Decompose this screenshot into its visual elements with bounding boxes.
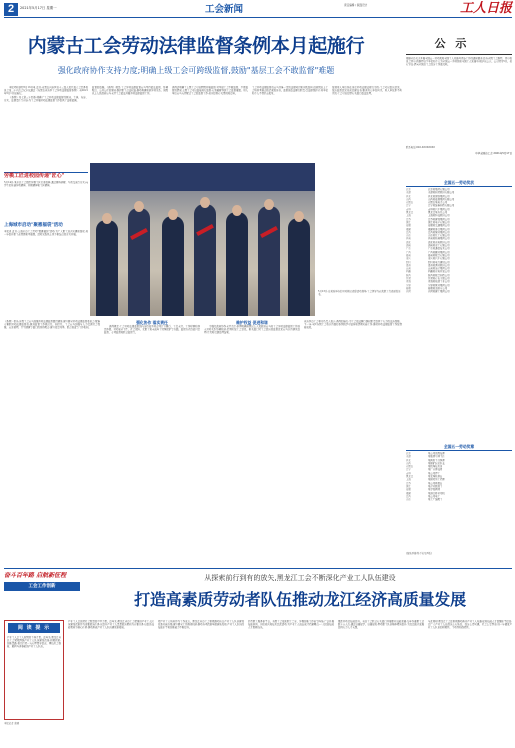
photo-backdrop <box>90 163 315 191</box>
list-region: 北京 <box>406 452 411 455</box>
list-unit: 海南某航空有限公司 <box>428 253 450 257</box>
award-list-rule <box>406 450 512 451</box>
list-unit: 某牧场技术员 <box>428 465 443 469</box>
list-region: 天津 <box>406 455 411 459</box>
list-region: 湖北 <box>406 240 411 244</box>
list-region: 吉林 <box>406 471 411 475</box>
list-unit: 广东某通信技术公司 <box>428 247 450 251</box>
award-list-row <box>406 290 512 293</box>
list-unit: 内蒙古某电力公司 <box>428 201 448 205</box>
list-unit: 辽宁某装备制造有限公司 <box>428 204 455 208</box>
list-unit: 某学校教师 <box>428 488 440 492</box>
side-box-text: 本报讯 近日,上海市总工会启动"聚惠福袋"活动,为广大职工送去实惠和温暖,进一步提升职工获得感和幸福感。活动采取线上线下相结合的方式开展。 <box>4 230 88 237</box>
article-subhead: 维护权益 促进和谐 <box>236 320 268 325</box>
header-rule <box>4 17 512 18</box>
list-region: 兵团 <box>406 290 411 294</box>
list-unit: 湖南某重工有限公司 <box>428 244 450 248</box>
award-list <box>406 188 512 442</box>
award-list-note: (按地区排列,下转第3版) <box>406 552 432 555</box>
article-column: 自治区总工会相关负责人表示,条例的施行,为工会依法履行维权职责提供了有力的法治保障。下一步,全区各级工会将认真做好条例的学习宣传和贯彻实施工作,推动劳动法律监督工作取得新成效。 <box>304 320 402 330</box>
list-region: 贵州 <box>406 263 411 267</box>
list-unit: 新疆某油田分公司 <box>428 286 448 290</box>
list-region: 福建 <box>406 227 411 231</box>
list-unit: 山东某化工有限公司 <box>428 234 450 238</box>
list-region: 河北 <box>406 458 411 462</box>
article-column: 《条例》指出,各级工会应当加强劳动法律监督组织建设,建立健全劳动法律监督委员会,配备专兼职劳动法律监督员,推进监督工作规范化、制度化。工会应当加强与人力资源社会保障、应急管理、卫生健康等部门的协作配合,建立信息共享、联合检查等工作机制。 <box>4 320 100 330</box>
photo-person-head <box>134 201 144 212</box>
feature-column: 聚焦劳动者技能提升。省总工会联合有关部门开展职业技能竞赛,每年参赛职工达数十万人次,通过以赛促学、以赛促练,带动职工队伍整体素质提升,为龙江振兴发展提供有力人才支撑。 <box>338 620 424 630</box>
news-photo <box>90 163 315 316</box>
list-region: 湖南 <box>406 244 411 248</box>
list-region: 河北 <box>406 194 411 198</box>
photo-person <box>288 218 310 316</box>
list-unit: 吉林某汽车集团公司 <box>428 207 450 211</box>
side-box-title: 上海城市启动"聚惠福袋"活动 <box>4 223 63 228</box>
lead-subheadline: 强化政府协作支持力度;明确上级工会可跨级监督,鼓励"基层工会不敢监督"难题 <box>57 66 335 75</box>
list-region: 云南 <box>406 267 411 271</box>
list-region: 河南 <box>406 237 411 241</box>
award-list-rule <box>406 186 512 187</box>
list-region: 海南 <box>406 253 411 257</box>
list-region: 上海 <box>406 214 411 218</box>
feature-byline: 本报记者 张晓 <box>4 722 20 725</box>
list-unit: 某港口桥吊司机 <box>428 491 445 495</box>
list-region: 江苏 <box>406 217 411 221</box>
list-unit: 兵团某建工集团公司 <box>428 290 450 294</box>
list-region: 天津 <box>406 191 411 195</box>
award-list <box>406 452 512 552</box>
list-region: 江西 <box>406 494 411 498</box>
feature-column: 产业工人是创造社会财富的中坚力量。近年来,黑龙江省总工会把推进产业工人队伍建设改革作为重要政治任务,以提升产业工人思想政治素质为首要任务,以提高技能素质为核心任务,推动形成产业工人队伍建设新格局。 <box>68 620 154 630</box>
list-unit: 上海某科技股份公司 <box>428 214 450 218</box>
feature-kicker: 从探索前行到有的放矢,黑龙江工会不断深化产业工人队伍建设 <box>204 574 396 582</box>
list-unit: 云南某冶金集团公司 <box>428 267 450 271</box>
page-number: 2 <box>4 3 18 16</box>
list-region: 西藏 <box>406 270 411 274</box>
article-subhead: 强化协作 落实责任 <box>136 320 168 325</box>
notice-rule <box>406 54 512 55</box>
article-column: 条例还明确了上级工会可以跨级开展监督,对基层工会不敢监督、不便监督的情况,上级工会可以直接进行监督,有效破解基层工会监督难题。用人单位应当支持配合工会的监督工作,如实提供有关情况和资料。 <box>172 86 248 96</box>
list-region: 黑龙江 <box>406 211 414 215</box>
reading-tips-text: 产业工人是工人阶级的主体力量。近年来,黑龙江省总工会紧紧围绕产业工人队伍建设改革,积极探索,创新思路,着力打造一支有理想守信念、懂技术会创新、敢担当讲奉献的产业工人队伍。 <box>7 636 61 649</box>
list-region: 陕西 <box>406 273 411 277</box>
list-region: 宁夏 <box>406 283 411 287</box>
photo-person-head <box>294 211 304 222</box>
feature-brand: 奋斗百年路 启航新征程 <box>4 572 67 579</box>
list-unit: 某公司电工 <box>428 494 440 498</box>
list-unit: 陕西某航空制造公司 <box>428 273 450 277</box>
photo-person-head <box>264 199 274 210</box>
side-box-text: 5月14日,某市总工会组织劳模工匠走进校园,通过现场讲解、互动交流等方式,向学生们传递劳动精神、劳模精神和工匠精神。 <box>4 181 88 188</box>
list-region: 青海 <box>406 280 411 284</box>
list-unit: 山西某能源集团有限公司 <box>428 197 455 201</box>
award-list-title: 全国五一劳动奖状 <box>443 180 475 185</box>
list-unit: 福建某港口集团公司 <box>428 227 450 231</box>
list-region: 江西 <box>406 230 411 234</box>
list-unit: 重庆某汽车有限公司 <box>428 257 450 261</box>
list-region: 四川 <box>406 260 411 264</box>
list-region: 安徽 <box>406 224 411 228</box>
list-unit: 广西某糖业集团公司 <box>428 250 450 254</box>
award-list-row <box>406 498 512 501</box>
award-list-title: 全国五一劳动奖章 <box>443 444 475 449</box>
list-region: 吉林 <box>406 207 411 211</box>
list-unit: 某公司高级技师 <box>428 452 445 455</box>
feature-column: 打造职工服务新平台。各级工会依托职工之家、劳模创新工作室等阵地,广泛开展技能培训、岗位练兵和技术比武活动,为产业工人成长成才搭建舞台,一大批高技能人才脱颖而出。 <box>248 620 334 630</box>
reading-tips-title: 阅 读 提 示 <box>8 623 60 633</box>
list-region: 新疆 <box>406 286 411 290</box>
notice-title: 公 示 <box>434 37 470 50</box>
list-region: 山西 <box>406 197 411 201</box>
list-region: 浙江 <box>406 220 411 224</box>
photo-person <box>128 208 150 316</box>
photo-person-head <box>168 209 178 220</box>
list-unit: 某公司班组长 <box>428 481 443 485</box>
list-unit: 黑龙江某石化公司 <box>428 211 448 215</box>
list-region: 上海 <box>406 478 411 482</box>
article-column: 工会劳动法律监督员应当具备一定的法律知识和实践经验,经县级以上工会培训考核合格后颁发证书。监督员依法履行职责,受法律保护,任何单位和个人不得打击报复。 <box>252 86 328 96</box>
list-unit: 宁夏某煤业集团公司 <box>428 283 450 287</box>
list-unit: 某农场机务长 <box>428 475 443 479</box>
feature-column: 把产业工人培养作为工作重点。黑龙江省总工会积极推动出台产业工人队伍建设改革实施方案,建立健全工作推进机制,推动各项改革举措落地见效,产业工人队伍的技能水平和创新能力不断提升。 <box>158 620 244 630</box>
list-region: 甘肃 <box>406 277 411 281</box>
list-unit: 浙江某电子有限公司 <box>428 220 450 224</box>
list-region: 山西 <box>406 461 411 465</box>
list-unit: 河南某机械集团公司 <box>428 237 450 241</box>
feature-column: 与此同时,黑龙江工会还积极推动落实产业工人待遇,促进技能人才薪酬水平提高,让广大产业工人在政治上有地位、经济上得实惠、社会上受尊重,进一步激发产业工人队伍的积极性、主动性和创造性。 <box>428 620 512 630</box>
list-region: 内蒙古 <box>406 201 414 205</box>
list-region: 辽宁 <box>406 204 411 208</box>
lead-paragraph: 《条例》共七章三十四条,明确了工会劳动法律监督的原则、主体、内容、方式、法律责任等内容,为工会开展劳动法律监督工作提供了法规依据。 <box>4 95 88 102</box>
photo-caption: 5月13日,在某地举办的劳动模范表彰活动现场,工会领导为获奖职工代表颁发证书。 <box>318 290 401 297</box>
issue-date: 2021年5月17日 星期一 <box>20 6 57 10</box>
photo-person <box>258 206 280 316</box>
photo-person <box>226 212 248 316</box>
article-column <box>104 320 200 565</box>
section-title: 工会新闻 <box>205 4 244 15</box>
feature-label: 工会工作创新 <box>4 582 80 591</box>
list-unit: 某企业数控工 <box>428 484 443 488</box>
list-region: 山东 <box>406 234 411 238</box>
photo-person <box>162 216 184 316</box>
list-unit: 江西某铜业集团公司 <box>428 230 450 234</box>
list-unit: 某煤矿综采队长 <box>428 461 445 465</box>
article-column <box>204 320 300 565</box>
feature-divider <box>4 568 512 569</box>
list-unit: 西藏某水电开发公司 <box>428 270 450 274</box>
list-region: 山东 <box>406 498 411 502</box>
lead-paragraph: 本报呼和浩特5月16日电 近日,内蒙古自治区第十三届人民代表大会常务委员会第二十六次会议审议通过《内蒙古自治区工会劳动法律监督条例》,自2021年5月1日起施行。 <box>4 86 88 96</box>
list-region: 浙江 <box>406 484 411 488</box>
list-unit: 甘肃某有色金属公司 <box>428 277 450 281</box>
list-unit: 某医院主任医师 <box>428 458 445 462</box>
list-unit: 天津某制造股份有限公司 <box>428 191 455 195</box>
photo-person-head <box>232 205 242 216</box>
list-region: 广西 <box>406 250 411 254</box>
feature-headline: 打造高素质劳动者队伍推动龙江经济高质量发展 <box>134 590 466 609</box>
photo-person-head <box>200 197 210 208</box>
side-box-title: 劳模工匠进校园传递"匠心" <box>4 173 65 179</box>
photo-person <box>194 204 216 316</box>
editors-line: 责任编辑 / 版面设计 <box>344 4 368 7</box>
list-region: 重庆 <box>406 257 411 261</box>
article-column: 监督的依据。《条例》规定,工会劳动法律监督应当坚持依法监督、协调配合、公开公正的原则,维护职工合法权益,推动构建和谐劳动关系。县级以上人民政府应当支持工会依法开展劳动法律监督工作。 <box>92 86 168 96</box>
list-unit: 江苏某建设集团公司 <box>428 217 450 221</box>
photo-person <box>96 220 118 316</box>
list-unit: 北京某集团有限公司 <box>428 188 450 191</box>
lead-headline: 内蒙古工会劳动法律监督条例本月起施行 <box>27 35 365 57</box>
list-region: 广东 <box>406 247 411 251</box>
list-region: 福建 <box>406 491 411 495</box>
lead-article-body <box>4 86 88 170</box>
list-unit: 某厂首席技师 <box>428 468 443 472</box>
notice-body: 根据全总关于开展全国五一劳动奖和全国工人先锋号评选工作的通知要求,经各省级工会推荐、评审委员会评审,拟推荐以下单位和个人为全国五一劳动奖和全国工人先锋号,现予以公示。公示期为5日。如有异议,请向全国总工会经济工作部反映。 <box>406 57 512 67</box>
list-unit: 安徽某交通集团公司 <box>428 224 450 228</box>
list-region: 安徽 <box>406 488 411 492</box>
notice-contact: 联系电话:010-XXXXXXXX <box>406 146 435 149</box>
list-unit: 某公司焊工 <box>428 471 440 475</box>
article-paragraph: 条例规定,工会劳动法律监督的内容包括劳动合同订立履行、工资支付、工作时间和休息休假、劳动安全卫生、社会保险、女职工和未成年工特殊保护等方面。监督方式包括日常监督、专项监督和联合监督等。 <box>104 325 200 335</box>
article-paragraph: 为强化政府协作支持力度,条例明确县级以上人民政府应当将工会劳动法律监督工作纳入劳动关系协调机制,定期听取工会意见。相关部门对工会提出的监督意见应当认真研究处理,并及时反馈处理结果。 <box>204 325 300 335</box>
list-region: 内蒙古 <box>406 465 414 469</box>
list-unit: 青海某盐湖工业公司 <box>428 280 450 284</box>
list-region: 辽宁 <box>406 468 411 472</box>
photo-person-head <box>102 213 112 224</box>
article-column: 发现用人单位存在违反劳动法律法规行为的,工会可以提出意见、发出监督意见书或者建议书,要求用人单位纠正。用人单位拒不纠正的,工会可以提请有关部门依法处理。 <box>332 86 402 96</box>
notice-signature: 中华全国总工会 2021年5月17日 <box>475 152 512 155</box>
list-unit: 四川某电力建设公司 <box>428 260 450 264</box>
list-unit: 某研究所工程师 <box>428 478 445 482</box>
list-unit: 湖北某光电股份公司 <box>428 240 450 244</box>
list-unit: 某集团车间主任 <box>428 455 445 459</box>
list-region: 黑龙江 <box>406 475 414 479</box>
newspaper-masthead: 工人日报 <box>459 1 512 16</box>
list-region: 江苏 <box>406 481 411 485</box>
list-unit: 某工厂装配工 <box>428 498 443 502</box>
list-unit: 河北某钢铁集团公司 <box>428 194 450 198</box>
list-region: 北京 <box>406 188 411 191</box>
list-unit: 贵州某酒业股份公司 <box>428 263 450 267</box>
